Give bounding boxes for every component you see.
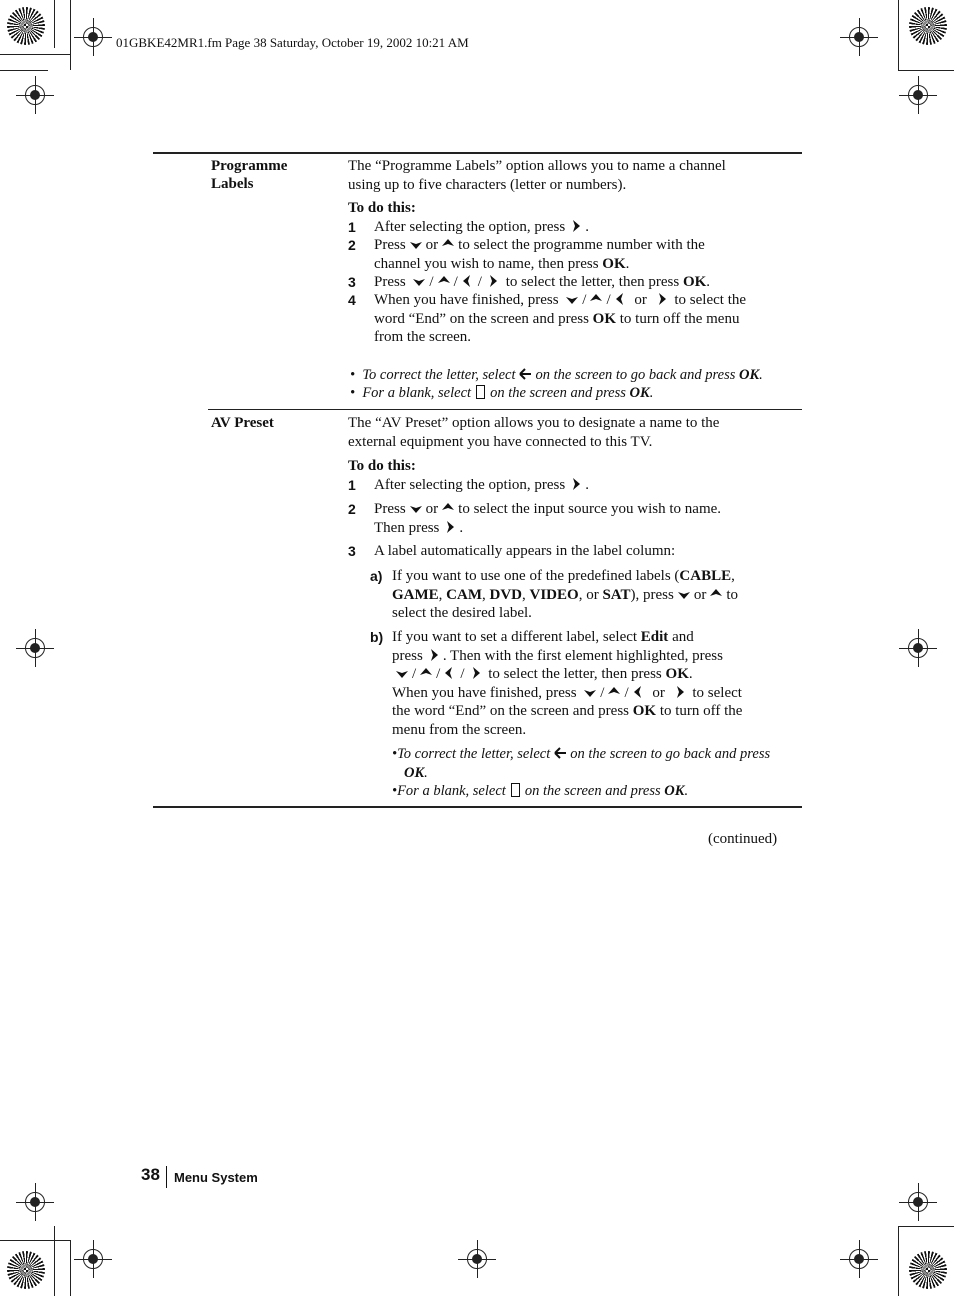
step-number: 2 xyxy=(348,501,356,517)
registration-mark-icon xyxy=(849,27,869,47)
color-wheel-icon xyxy=(7,1251,45,1289)
registration-mark-icon xyxy=(25,638,45,658)
down-arrow-icon xyxy=(677,587,691,601)
todo-heading: To do this: xyxy=(348,458,416,474)
note-item: •For a blank, select on the screen and press OK. xyxy=(392,783,689,799)
row-label-programme-labels: Programme Labels xyxy=(211,158,288,192)
note-item: • For a blank, select on the screen and press OK. xyxy=(350,385,654,401)
blank-space-icon xyxy=(511,783,520,797)
right-arrow-icon xyxy=(442,520,456,534)
registration-mark-icon xyxy=(908,85,928,105)
substep-letter: a) xyxy=(370,568,383,584)
section-name: Menu System xyxy=(174,1170,258,1185)
step-text: When you have finished, press / / or to select the word “End” on the screen and press OK to turn off the menu from the screen. xyxy=(374,292,747,345)
step-number: 2 xyxy=(348,237,356,253)
up-arrow-icon xyxy=(441,501,455,515)
page-number: 38 xyxy=(141,1165,160,1184)
step-number: 3 xyxy=(348,274,356,290)
right-arrow-icon xyxy=(485,274,499,288)
right-arrow-icon xyxy=(568,219,582,233)
registration-mark-icon xyxy=(25,1192,45,1212)
down-arrow-icon xyxy=(565,292,579,306)
step-number: 3 xyxy=(348,543,356,559)
back-arrow-icon xyxy=(518,367,532,381)
left-arrow-icon xyxy=(443,666,457,680)
step-text: After selecting the option, press . xyxy=(374,219,589,235)
registration-mark-icon xyxy=(83,1249,103,1269)
up-arrow-icon xyxy=(709,587,723,601)
right-arrow-icon xyxy=(468,666,482,680)
up-arrow-icon xyxy=(437,274,451,288)
footer-divider xyxy=(166,1166,167,1188)
down-arrow-icon xyxy=(409,237,423,251)
step-number: 1 xyxy=(348,219,356,235)
down-arrow-icon xyxy=(395,666,409,680)
step-number: 4 xyxy=(348,292,356,308)
table-bottom-rule xyxy=(153,806,802,808)
continued-note: (continued) xyxy=(708,831,778,847)
table-row-divider xyxy=(208,409,802,410)
up-arrow-icon xyxy=(419,666,433,680)
up-arrow-icon xyxy=(589,292,603,306)
color-wheel-icon xyxy=(909,7,947,45)
substep-letter: b) xyxy=(370,629,384,645)
step-text: Press or to select the input source you wish to name. Then press . xyxy=(374,501,722,536)
file-slug: 01GBKE42MR1.fm Page 38 Saturday, October 19, 2002 10:21 AM xyxy=(116,35,469,50)
right-arrow-icon xyxy=(672,685,686,699)
left-arrow-icon xyxy=(614,292,628,306)
note-item: •To correct the letter, select on the screen to go back and press OK. xyxy=(392,746,771,781)
step-text: Press / / / to select the letter, then press OK. xyxy=(374,274,711,290)
down-arrow-icon xyxy=(412,274,426,288)
row-label-av-preset: AV Preset xyxy=(211,415,274,431)
step-text: After selecting the option, press . xyxy=(374,477,589,493)
up-arrow-icon xyxy=(441,237,455,251)
todo-heading: To do this: xyxy=(348,200,416,216)
right-arrow-icon xyxy=(654,292,668,306)
step-number: 1 xyxy=(348,477,356,493)
table-top-rule xyxy=(153,152,802,154)
note-item: • To correct the letter, select on the screen to go back and press OK. xyxy=(350,367,763,383)
down-arrow-icon xyxy=(583,685,597,699)
down-arrow-icon xyxy=(409,501,423,515)
registration-mark-icon xyxy=(83,27,103,47)
left-arrow-icon xyxy=(632,685,646,699)
right-arrow-icon xyxy=(426,648,440,662)
right-arrow-icon xyxy=(568,477,582,491)
registration-mark-icon xyxy=(25,85,45,105)
color-wheel-icon xyxy=(7,7,45,45)
step-text: A label automatically appears in the label column: xyxy=(374,543,676,559)
blank-space-icon xyxy=(476,385,485,399)
registration-mark-icon xyxy=(849,1249,869,1269)
registration-mark-icon xyxy=(908,638,928,658)
step-text: Press or to select the programme number with the channel you wish to name, then press OK. xyxy=(374,237,705,272)
registration-mark-icon xyxy=(908,1192,928,1212)
up-arrow-icon xyxy=(607,685,621,699)
substep-text: If you want to set a different label, select Edit and press . Then with the first element highlighted, press / / / to select the letter, then press OK. When you have finished, press / / or to select the word “End” on the screen and press OK to turn off the menu from the screen. xyxy=(392,629,743,738)
substep-text: If you want to use one of the predefined labels (CABLE, GAME, CAM, DVD, VIDEO, or SAT), press or to select the desired label. xyxy=(392,568,739,621)
color-wheel-icon xyxy=(909,1251,947,1289)
left-arrow-icon xyxy=(461,274,475,288)
av-preset-intro: The “AV Preset” option allows you to designate a name to the external equipment you have connected to this TV. xyxy=(348,415,720,450)
back-arrow-icon xyxy=(553,746,567,760)
registration-mark-icon xyxy=(467,1249,487,1269)
programme-labels-intro: The “Programme Labels” option allows you to name a channel using up to five characters (letter or numbers). xyxy=(348,158,726,193)
